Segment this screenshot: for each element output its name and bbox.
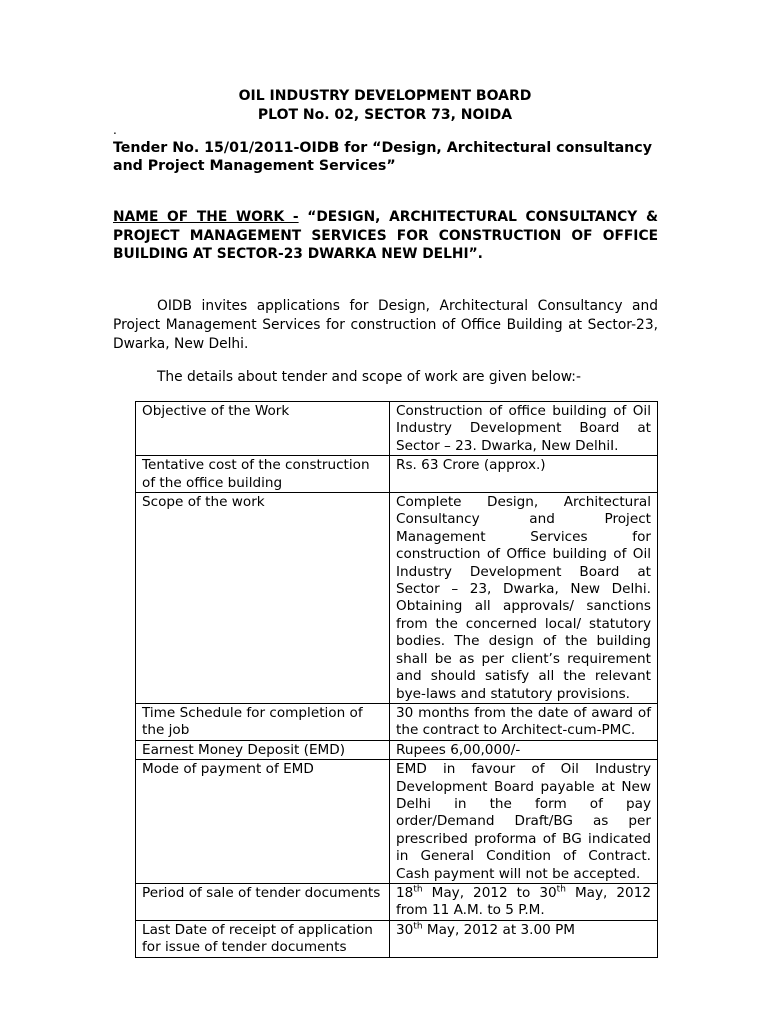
sale-end-text: May, 2012 from 11 A.M. to 5 P.M. — [396, 884, 652, 919]
row-label: Objective of the Work — [136, 402, 390, 456]
ordinal-suffix: th — [556, 884, 566, 895]
intro-paragraph — [113, 297, 658, 354]
row-value: EMD in favour of Oil Industry Development Board payable at New Delhi in the form of pay order/Demand Draft/BG as per prescribed proforma of BG indicated in General Condition of Contract. Cash payment will not be accepted. — [390, 760, 658, 884]
table-row — [136, 402, 658, 456]
row-value: Rs. 63 Crore (approx.) — [390, 456, 658, 493]
last-date-text: May, 2012 at 3.00 PM — [422, 921, 576, 938]
work-label: NAME OF THE WORK - — [113, 209, 299, 225]
table-row — [136, 456, 658, 493]
row-label: Last Date of receipt of application for issue of tender documents — [136, 920, 390, 957]
row-value: Complete Design, Architectural Consultancy and Project Management Services for construction of Office building of Oil Industry Development Board at Sector – 23, Dwarka, New Delhi. Obtaining all approvals/ sanctions from the concerned local/ statutory bodies. The design of the building shall be as per client’s requirement and should satisfy all the relevant bye-laws and statutory provisions. — [390, 493, 658, 704]
table-row — [136, 740, 658, 759]
row-value: 30 months from the date of award of the contract to Architect-cum-PMC. — [390, 703, 658, 740]
row-label: Period of sale of tender documents — [136, 883, 390, 920]
sale-middle-text: May, 2012 to 30 — [422, 884, 557, 901]
table-row — [136, 760, 658, 884]
row-value — [390, 883, 658, 920]
table-row — [136, 703, 658, 740]
ordinal-suffix: th — [413, 884, 423, 895]
row-value — [390, 920, 658, 957]
table-row — [136, 883, 658, 920]
org-address-heading: PLOT No. 02, SECTOR 73, NOIDA — [257, 107, 513, 123]
table-row — [136, 920, 658, 957]
row-label: Mode of payment of EMD — [136, 760, 390, 884]
sale-start-day: 18 — [396, 884, 414, 901]
row-label: Scope of the work — [136, 493, 390, 704]
ordinal-suffix: th — [413, 921, 423, 932]
details-line: The details about tender and scope of work are given below:- — [157, 369, 581, 385]
row-label: Tentative cost of the construction of the office building — [136, 456, 390, 493]
work-title: “DESIGN, ARCHITECTURAL CONSULTANCY & PROJECT MANAGEMENT SERVICES FOR CONSTRUCTION OF OFFICE BUILDING AT SECTOR-23 DWARKA NEW DELHI”. — [113, 209, 658, 262]
row-label: Earnest Money Deposit (EMD) — [136, 740, 390, 759]
stray-dot: . — [113, 123, 117, 137]
name-of-work — [113, 208, 658, 264]
tender-number-line: Tender No. 15/01/2011-OIDB for “Design, Architectural consultancy and Project Management Services” — [113, 140, 652, 174]
row-value: Construction of office building of Oil Industry Development Board at Sector – 23. Dwarka, New DelhiI. — [390, 402, 658, 456]
tender-details-table — [135, 401, 658, 958]
last-date-day: 30 — [396, 921, 414, 938]
row-value: Rupees 6,00,000/- — [390, 740, 658, 759]
table-row — [136, 493, 658, 704]
row-label: Time Schedule for completion of the job — [136, 703, 390, 740]
org-name-heading: OIL INDUSTRY DEVELOPMENT BOARD — [238, 88, 532, 104]
intro-text: OIDB invites applications for Design, Architectural Consultancy and Project Management Services for construction of Office Building at Sector-23, Dwarka, New Delhi. — [113, 298, 658, 352]
